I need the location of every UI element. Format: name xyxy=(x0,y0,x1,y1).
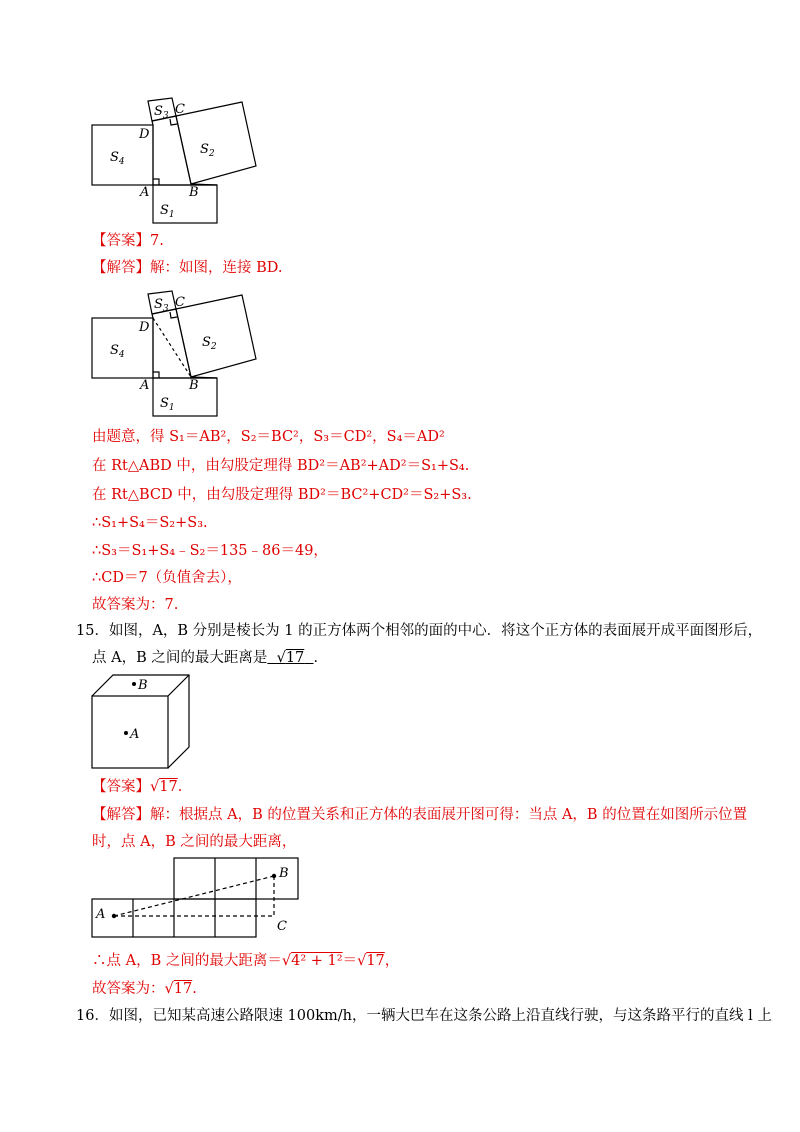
label-s3: $S_3$ xyxy=(154,104,169,121)
label-s4: $S_4$ xyxy=(110,150,125,167)
figure-cube-net xyxy=(88,855,303,940)
question-15-line-1: 15．如图，A，B 分别是棱长为 1 的正方体两个相邻的面的中心．将这个正方体的表面展开成平面图形后， xyxy=(76,623,763,639)
solution-14: 【解答】解：如图，连接 BD. xyxy=(92,260,283,276)
answer-15: 【答案】√17. xyxy=(92,779,183,795)
solution-14-line-3: 在 Rt△BCD 中，由勾股定理得 BD²＝BC²+CD²＝S₂+S₃. xyxy=(92,487,472,503)
svg-text:A: A xyxy=(140,378,150,393)
svg-text:D: D xyxy=(139,320,150,335)
label-d: D xyxy=(139,127,150,142)
solution-14-line-6: ∴CD＝7（负值舍去）， xyxy=(92,570,242,586)
question-16-line-1: 16．如图，已知某高速公路限速 100km/h，一辆大巴车在这条公路上沿直线行驶，与这条路平行的直线 l 上 xyxy=(76,1008,772,1024)
point-a xyxy=(124,731,128,735)
solution-15-line-2: 时，点 A，B 之间的最大距离， xyxy=(92,834,297,850)
solution-15-final: ∴点 A，B 之间的最大距离＝√4² + 1²＝√17， xyxy=(92,953,400,969)
svg-text:C: C xyxy=(277,919,287,934)
solution-14-line-5: ∴S₃＝S₁+S₄﹣S₂＝135﹣86＝49， xyxy=(92,543,328,559)
svg-text:A: A xyxy=(130,727,140,742)
svg-text:B: B xyxy=(189,378,199,393)
svg-text:B: B xyxy=(138,678,148,693)
segment-ab xyxy=(114,876,274,916)
svg-text:A: A xyxy=(96,907,106,922)
label-a: A xyxy=(140,185,150,200)
svg-text:S1: $S_1$ xyxy=(160,396,175,413)
point-b xyxy=(132,682,136,686)
solution-14-line-1: 由题意，得 S₁＝AB²，S₂＝BC²，S₃＝CD²，S₄＝AD² xyxy=(92,429,445,445)
solution-15-answer: 故答案为：√17. xyxy=(92,981,197,997)
answer-14: 【答案】7. xyxy=(92,233,164,249)
svg-text:S3: $S_3$ xyxy=(154,297,169,314)
svg-text:C: C xyxy=(175,295,185,310)
segment-bd xyxy=(153,318,191,377)
question-15-line-2: 点 A，B 之间的最大距离是 √17 ． xyxy=(92,650,328,666)
svg-text:B: B xyxy=(279,866,289,881)
solution-14-line-7: 故答案为：7. xyxy=(92,597,179,613)
label-b: B xyxy=(189,185,199,200)
label-c: C xyxy=(175,102,185,117)
figure-squares-1 xyxy=(88,96,268,226)
solution-15-line-1: 【解答】解：根据点 A，B 的位置关系和正方体的表面展开图可得：当点 A，B 的位置在如图所示位置 xyxy=(92,807,748,823)
solution-14-line-2: 在 Rt△ABD 中，由勾股定理得 BD²＝AB²+AD²＝S₁+S₄. xyxy=(92,458,470,474)
svg-text:S4: $S_4$ xyxy=(110,343,125,360)
svg-text:S2: $S_2$ xyxy=(202,335,217,352)
solution-14-line-4: ∴S₁+S₄＝S₂+S₃. xyxy=(92,515,208,531)
figure-cube xyxy=(88,670,198,772)
figure-squares-2 xyxy=(88,289,268,419)
label-s1: $S_1$ xyxy=(160,203,175,220)
label-s2: $S_2$ xyxy=(200,142,215,159)
